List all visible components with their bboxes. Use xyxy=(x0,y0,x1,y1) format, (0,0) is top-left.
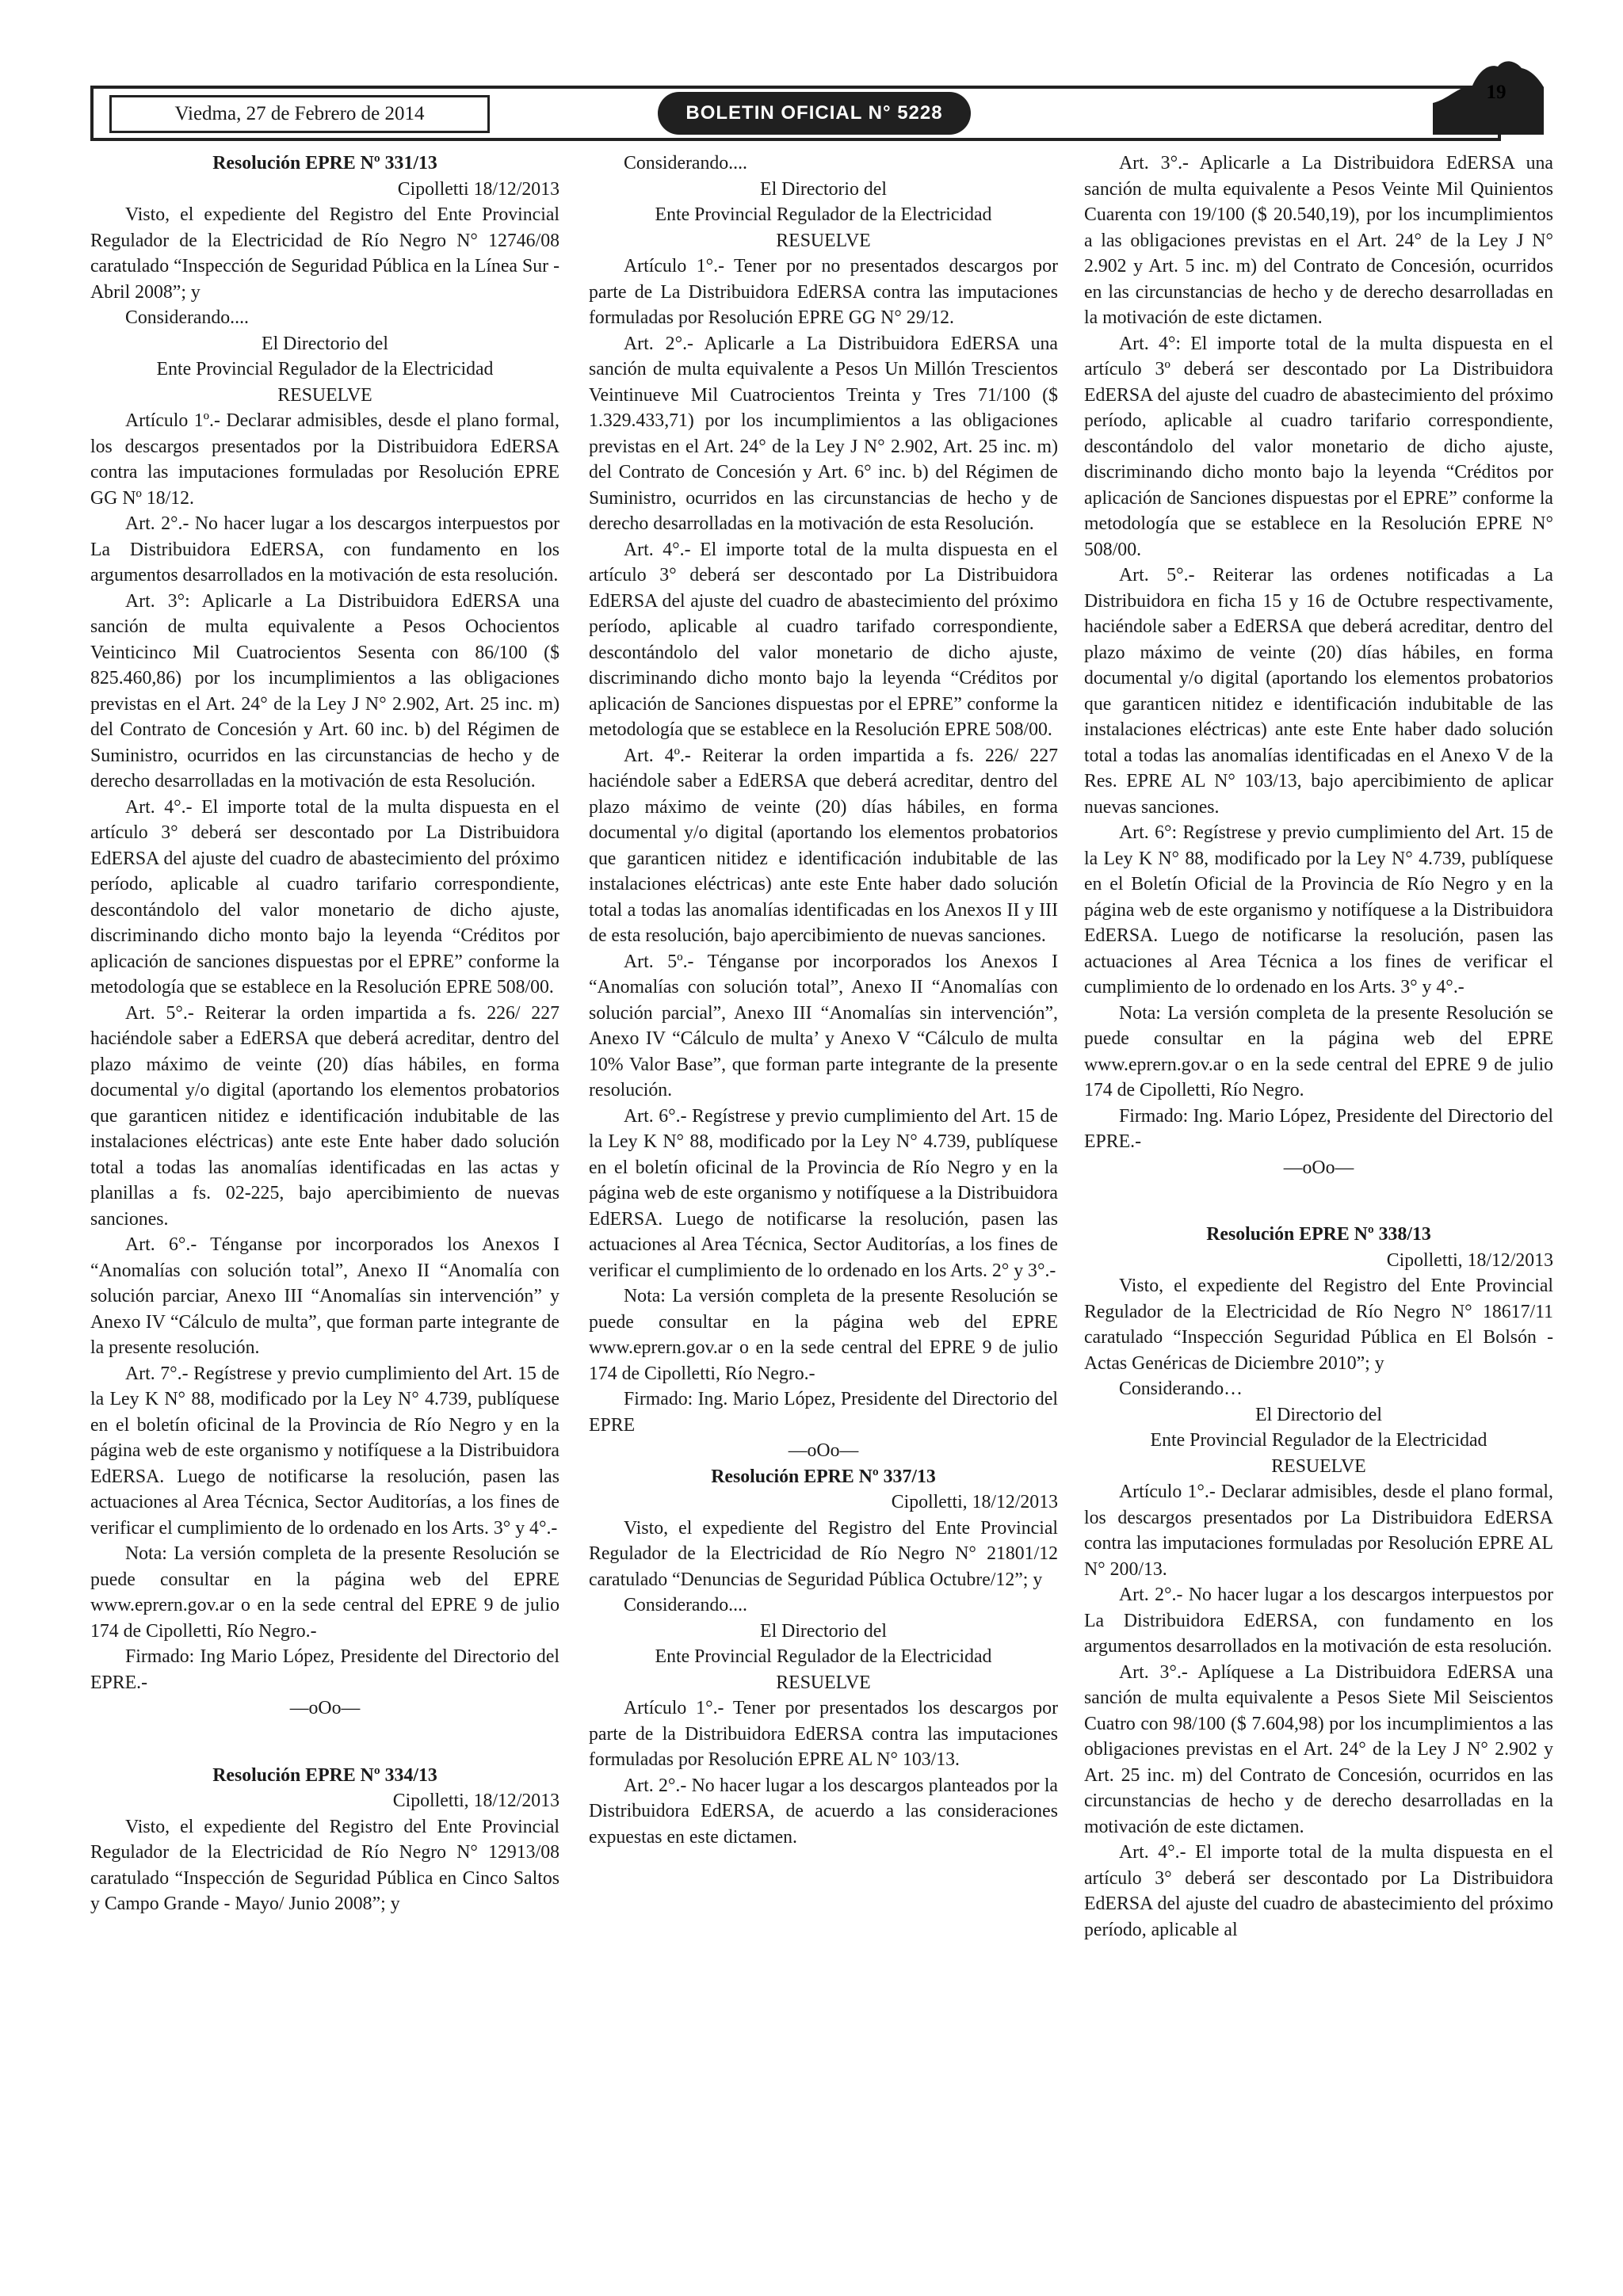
article-6: Art. 6°.- Ténganse por incorporados los Anexos I “Anomalías con solución total”, Anexo II “Anomalía con solución parciar, Anexo III “Anomalías sin intervención” y Anexo IV “Cálculo de multa”, que forman parte integrante de la presente resolución. xyxy=(90,1234,559,1358)
resuelve-heading: RESUELVE xyxy=(776,230,871,251)
article-4: Art. 4°: El importe total de la multa dispuesta en el artículo 3º deberá ser descontado por La Distribuidora EdERSA del ajuste del cuadro de abastecimiento del próximo período, aplicable al cuadro tarifario correspondiente, descontándolo del valor monetario de dicho ajuste, discriminando dicho monto bajo la leyenda “Créditos por aplicación de Sanciones dispuestas por el EPRE” conforme la metodología que se establece en la Resolución EPRE N° 508/00. xyxy=(1084,333,1553,560)
resolution-title: Resolución EPRE Nº 337/13 xyxy=(711,1466,936,1487)
place-date: Cipolletti 18/12/2013 xyxy=(397,178,559,200)
article-5: Art. 5°.- Reiterar la orden impartida a fs. 226/ 227 haciéndole saber a EdERSA que deberá acreditar, dentro del plazo máximo de veinte (20) días hábiles, en forma documental y/o digital (aportando los elementos probatorios que garanticen nitidez e identificación indubitable de las instalaciones eléctricas) ante este Ente haber dado solución total a todas las anomalías identificadas en las actas y planillas a fs. 02-225, bajo apercibimiento de nuevas sanciones. xyxy=(90,1002,559,1230)
article-5: Art. 5°.- Reiterar las ordenes notificadas a La Distribuidora en ficha 15 y 16 de Octubre respectivamente, haciéndole saber a EdERSA que deberá acreditar, dentro del plazo máximo de veinte (20) días hábiles, en forma documental y/o digital (aportando los elementos probatorios que garanticen nitidez e identificación indubitable de las instalaciones eléctricas) ante este Ente haber dado solución total a todas las anomalías identificadas en el Anexo V de la Res. EPRE AL N° 103/13, bajo apercibimiento de aplicar nuevas sanciones. xyxy=(1084,565,1553,818)
issue-date: Viedma, 27 de Febrero de 2014 xyxy=(109,95,490,133)
directorio-heading: El Directorio del xyxy=(1255,1404,1382,1425)
resuelve-heading: RESUELVE xyxy=(277,384,372,406)
article-6: Art. 6°.- Regístrese y previo cumplimiento del Art. 15 de la Ley K N° 88, modificado por la Ley N° 4.739, publíquese en el boletín oficinal de la Provincia de Río Negro y en la página web de este organismo y notifíquese a la Distribuidora EdERSA. Luego de notificarse la resolución, pasen las actuaciones al Area Técnica, Sector Auditorías, a los fines de verificar el cumplimiento de lo ordenado en los Arts. 2° y 3°.- xyxy=(589,1105,1058,1281)
separator: —oOo— xyxy=(788,1440,859,1461)
article-4: Art. 4°.- El importe total de la multa dispuesta en el artículo 3° deberá ser descontado por La Distribuidora EdERSA del ajuste del cuadro de abastecimiento del próximo período, aplicable al cuadro tarifario correspondiente, descontándolo del valor monetario de dicho ajuste, discriminando dicho monto bajo la leyenda “Créditos por aplicación de sanciones dispuestas por el EPRE” conforme la metodología que se establece en la Resolución EPRE 508/00. xyxy=(90,796,559,997)
resuelve-heading: RESUELVE xyxy=(776,1672,871,1693)
firmado-paragraph: Firmado: Ing. Mario López, Presidente del Directorio del EPRE xyxy=(589,1389,1058,1436)
article-3: Art. 3°.- Aplicarle a La Distribuidora EdERSA una sanción de multa equivalente a Pesos Veinte Mil Quinientos Cuarenta con 19/100 ($ 20.540,19), por los incumplimientos a las obligaciones previstas en el Art. 24° de la Ley J N° 2.902 y Art. 5 inc. m) del Contrato de Concesión, ocurridos en las circunstancias de hecho y de derecho desarrolladas en la motivación de este dictamen. xyxy=(1084,153,1553,328)
ente-heading: Ente Provincial Regulador de la Electricidad xyxy=(1150,1430,1487,1451)
considerando: Considerando.... xyxy=(624,153,747,174)
firmado-paragraph: Firmado: Ing Mario López, Presidente del Directorio del EPRE.- xyxy=(90,1646,559,1693)
considerando: Considerando.... xyxy=(125,307,249,328)
ente-heading: Ente Provincial Regulador de la Electricidad xyxy=(156,359,494,379)
article-3: Art. 3°.- Aplíquese a La Distribuidora EdERSA una sanción de multa equivalente a Pesos Siete Mil Seiscientos Cuatro con 98/100 ($ 7.604,98) por los incumplimientos a las obligaciones previstas en el Art. 24° de la Ley J N° 2.902 y Art. 25 inc. m) del Contrato de Concesión, ocurridos en las circunstancias de hecho y de derecho desarrolladas en la motivación de este dictamen. xyxy=(1084,1661,1553,1837)
visto-paragraph: Visto, el expediente del Registro del Ente Provincial Regulador de la Electricidad de Río Negro N° 21801/12 caratulado “Denuncias de Seguridad Pública Octubre/12”; y xyxy=(589,1517,1058,1590)
article-2: Art. 2°.- No hacer lugar a los descargos interpuestos por La Distribuidora EdERSA, con fundamento en los argumentos desarrollados en la motivación de esta resolución. xyxy=(1084,1585,1553,1657)
article-1: Artículo 1º.- Declarar admisibles, desde el plano formal, los descargos presentados por la Distribuidora EdERSA contra las imputaciones formuladas por Resolución EPRE GG Nº 18/12. xyxy=(90,410,559,509)
column-1 xyxy=(90,151,559,1917)
column-2 xyxy=(589,151,1058,1850)
article-6: Art. 6°: Regístrese y previo cumplimiento del Art. 15 de la Ley K N° 88, modificado por la Ley N° 4.739, publíquese en el Boletín Oficial de la Provincia de Río Negro y en la página web de este organismo y notifíquese a la Distribuidora EdERSA. Luego de notificarse la resolución, pasen las actuaciones al Area Técnica a los fines de verificar el cumplimiento de lo ordenado en los Arts. 3° y 4°.- xyxy=(1084,822,1553,997)
place-date: Cipolletti, 18/12/2013 xyxy=(1386,1249,1553,1271)
article-1: Artículo 1°.- Tener por no presentados descargos por parte de La Distribuidora EdERSA contra las imputaciones formuladas por Resolución EPRE GG N° 29/12. xyxy=(589,256,1058,328)
visto-paragraph: Visto, el expediente del Registro del Ente Provincial Regulador de la Electricidad de Río Negro N° 12746/08 caratulado “Inspección de Seguridad Pública en la Línea Sur - Abril 2008”; y xyxy=(90,204,559,303)
firmado-paragraph: Firmado: Ing. Mario López, Presidente del Directorio del EPRE.- xyxy=(1084,1105,1553,1152)
article-4: Art. 4°.- El importe total de la multa dispuesta en el artículo 3° deberá ser descontado por La Distribuidora EdERSA del ajuste del cuadro de abastecimiento del próximo período, aplicable al xyxy=(1084,1842,1553,1940)
place-date: Cipolletti, 18/12/2013 xyxy=(392,1791,559,1811)
ente-heading: Ente Provincial Regulador de la Electricidad xyxy=(655,1646,992,1667)
article-4: Art. 4°.- El importe total de la multa dispuesta en el artículo 3° deberá ser descontado por La Distribuidora EdERSA del ajuste del cuadro de abastecimiento del próximo período, aplicable al cuadro tarifado correspondiente, descontándolo del valor monetario de dicho ajuste, discriminando dicho monto bajo la leyenda “Créditos por aplicación de Sanciones dispuestas por el EPRE” conforme la metodología que se establece en la Resolución EPRE 508/00. xyxy=(589,539,1058,740)
ente-heading: Ente Provincial Regulador de la Electricidad xyxy=(655,204,992,225)
article-5: Art. 5º.- Ténganse por incorporados los Anexos I “Anomalías con solución total”, Anexo II “Anomalías con solución parcial”, Anexo III “Anomalías sin intervención”, Anexo IV “Cálculo de multa’ y Anexo V “Cálculo de multa 10% Valor Base”, que forman parte integrante de la presente resolución. xyxy=(589,951,1058,1100)
visto-paragraph: Visto, el expediente del Registro del Ente Provincial Regulador de la Electricidad de Río Negro N° 18617/11 caratulado “Inspección Seguridad Pública en El Bolsón - Actas Genéricas de Diciembre 2010”; y xyxy=(1084,1276,1553,1374)
page-number: 19 xyxy=(1486,82,1507,103)
visto-paragraph: Visto, el expediente del Registro del Ente Provincial Regulador de la Electricidad de Río Negro N° 12913/08 caratulado “Inspección de Seguridad Pública en Cinco Saltos y Campo Grande - Mayo/ Junio 2008”; y xyxy=(90,1816,559,1914)
bulletin-title: BOLETIN OFICIAL N° 5228 xyxy=(658,92,971,135)
directorio-heading: El Directorio del xyxy=(262,333,388,354)
article-3: Art. 3°: Aplicarle a La Distribuidora EdERSA una sanción de multa equivalente a Pesos Ochocientos Veinticinco Mil Cuatrocientos Sesenta con 86/100 ($ 825.460,86) por los incumplimientos a las obligaciones previstas en el Art. 24° de la Ley J N° 2.902, Art. 25 inc. m) del Contrato de Concesión y Art. 60 inc. b) del Régimen de Suministro, ocurridos en las circunstancias de hecho y de derecho desarrolladas en la motivación de esta Resolución. xyxy=(90,590,559,791)
resolution-title: Resolución EPRE Nº 331/13 xyxy=(212,153,437,174)
resolution-title: Resolución EPRE Nº 334/13 xyxy=(212,1764,437,1786)
article-2: Art. 2°.- Aplicarle a La Distribuidora EdERSA una sanción de multa equivalente a Pesos Un Millón Trescientos Veintinueve Mil Cuatrocientos Treinta y Tres 71/100 ($ 1.329.433,71) por los incumplimientos a las obligaciones previstas en el Art. 24° de la Ley J N° 2.902, Art. 25 inc. m) del Contrato de Concesión y Art. 6° inc. b) del Régimen de Suministro, ocurridos en las circunstancias de hecho y de derecho desarrolladas en la motivación de esta Resolución. xyxy=(589,333,1058,534)
article-4-reiterar: Art. 4º.- Reiterar la orden impartida a fs. 226/ 227 haciéndole saber a EdERSA que deberá acreditar, dentro del plazo máximo de veinte (20) días hábiles, en forma documental y/o digital (aportando los elementos probatorios que garanticen nitidez e identificación indubitable de las instalaciones eléctricas) ante este Ente haber dado solución total a todas las anomalías identificadas en los Anexos II y III de esta resolución, bajo apercibimiento de nuevas sanciones. xyxy=(589,745,1058,946)
nota-paragraph: Nota: La versión completa de la presente Resolución se puede consultar en la página web del EPRE www.eprern.gov.ar o en la sede central del EPRE 9 de julio 174 de Cipolletti, Río Negro.- xyxy=(589,1286,1058,1384)
article-2: Art. 2°.- No hacer lugar a los descargos interpuestos por La Distribuidora EdERSA, con fundamento en los argumentos desarrollados en la motivación de esta resolución. xyxy=(90,513,559,585)
directorio-heading: El Directorio del xyxy=(760,178,887,200)
nota-paragraph: Nota: La versión completa de la presente Resolución se puede consultar en la página web del EPRE www.eprern.gov.ar o en la sede central del EPRE 9 de julio 174 de Cipolletti, Río Negro.- xyxy=(90,1543,559,1642)
directorio-heading: El Directorio del xyxy=(760,1620,887,1642)
considerando: Considerando… xyxy=(1119,1379,1243,1399)
place-date: Cipolletti, 18/12/2013 xyxy=(891,1492,1058,1512)
article-2: Art. 2°.- No hacer lugar a los descargos planteados por la Distribuidora EdERSA, de acuerdo a las consideraciones expuestas en este dictamen. xyxy=(589,1775,1058,1848)
considerando: Considerando.... xyxy=(624,1595,747,1615)
separator: —oOo— xyxy=(1283,1157,1354,1178)
article-1: Artículo 1°.- Tener por presentados los descargos por parte de la Distribuidora EdERSA contra las imputaciones formuladas por Resolución EPRE AL N° 103/13. xyxy=(589,1698,1058,1770)
separator: —oOo— xyxy=(289,1698,361,1718)
article-7: Art. 7°.- Regístrese y previo cumplimiento del Art. 15 de la Ley K N° 88, modificado por la Ley N° 4.739, publíquese en el boletín oficinal de la Provincia de Río Negro y en la página web de este organismo y notifíquese a la Distribuidora EdERSA. Luego de notificarse la resolución, pasen las actuaciones al Area Técnica, Sector Auditorías, a los fines de verificar el cumplimiento de lo ordenado en los Arts. 3° y 4°.- xyxy=(90,1363,559,1539)
resolution-title: Resolución EPRE Nº 338/13 xyxy=(1206,1224,1431,1245)
article-1: Artículo 1°.- Declarar admisibles, desde el plano formal, los descargos presentados por La Distribuidora EdERSA contra las imputaciones formuladas por Resolución EPRE AL N° 200/13. xyxy=(1084,1482,1553,1580)
column-3 xyxy=(1084,151,1553,1943)
resuelve-heading: RESUELVE xyxy=(1271,1455,1366,1477)
nota-paragraph: Nota: La versión completa de la presente Resolución se puede consultar en la página web del EPRE www.eprern.gov.ar o en la sede central del EPRE 9 de julio 174 de Cipolletti, Río Negro. xyxy=(1084,1002,1553,1100)
